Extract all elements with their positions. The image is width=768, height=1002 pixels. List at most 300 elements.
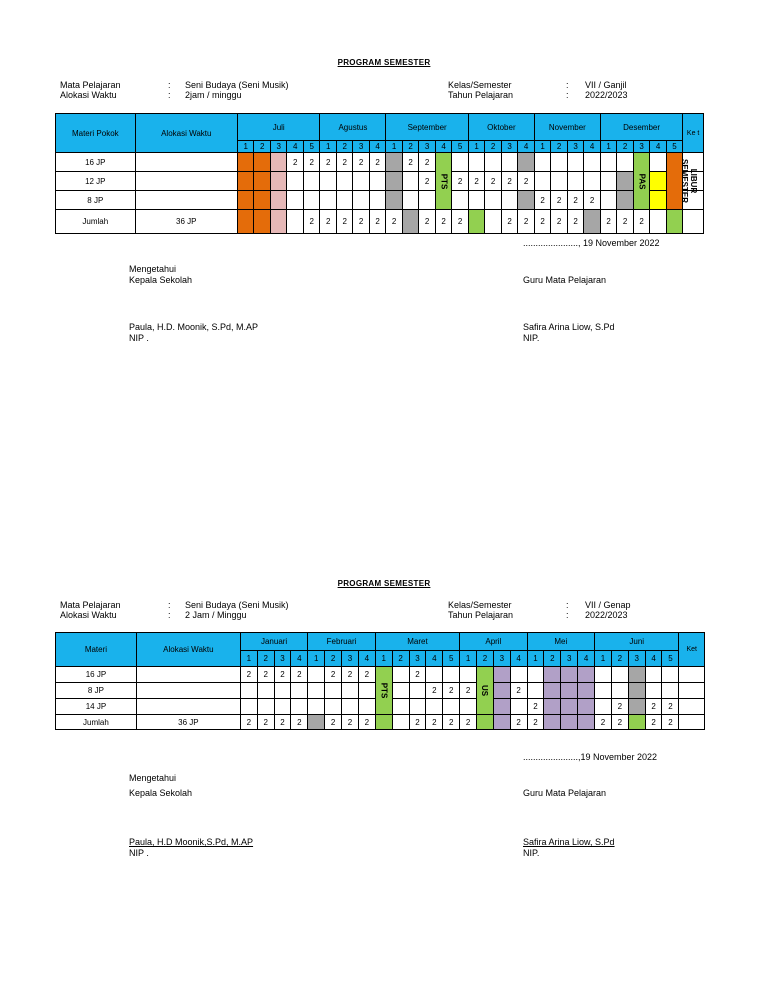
header-month: Desember	[600, 114, 682, 141]
week-cell	[493, 699, 510, 715]
week-cell	[600, 153, 616, 172]
week-cell	[662, 667, 679, 683]
sum-cell	[308, 715, 325, 730]
week-cell	[578, 667, 595, 683]
week-cell	[510, 699, 527, 715]
doc1-title: PROGRAM SEMESTER	[337, 58, 431, 67]
doc2-guru-name: Safira Arina Liow, S.Pd	[523, 837, 615, 847]
header-alokasi-waktu: Alokasi Waktu	[136, 633, 240, 667]
header-week: 3	[567, 141, 583, 153]
doc1-guru-name: Safira Arina Liow, S.Pd	[523, 322, 615, 332]
week-cell	[584, 153, 601, 172]
sum-cell: 2	[534, 210, 550, 234]
header-materi: Materi Pokok	[56, 114, 136, 153]
row-alokasi	[135, 191, 237, 210]
header-month: Agustus	[320, 114, 386, 141]
week-cell	[386, 153, 402, 172]
event-label: PTS	[439, 173, 449, 189]
header-week: 5	[443, 651, 460, 667]
row-alokasi	[135, 153, 237, 172]
week-cell	[578, 683, 595, 699]
header-week: 5	[303, 141, 320, 153]
week-cell	[274, 699, 291, 715]
week-cell	[254, 191, 270, 210]
row-ket	[679, 699, 705, 715]
week-cell	[342, 683, 359, 699]
header-week: 1	[375, 651, 392, 667]
doc1-guru-label: Guru Mata Pelajaran	[523, 275, 607, 285]
header-week: 2	[392, 651, 409, 667]
doc2-alokasi-label: Alokasi Waktu	[60, 610, 117, 620]
sum-jp: 36 JP	[135, 210, 237, 234]
week-cell: 2	[443, 683, 460, 699]
week-cell	[409, 683, 426, 699]
doc1-kepala-sekolah: Kepala Sekolah	[129, 275, 193, 285]
doc2-mengetahui: Mengetahui	[129, 773, 177, 783]
week-cell: 2	[291, 667, 308, 683]
sum-cell: 2	[633, 210, 649, 234]
week-cell	[291, 699, 308, 715]
sum-cell: 2	[325, 715, 342, 730]
doc2-guru-nip: NIP.	[523, 848, 540, 858]
sum-cell	[468, 210, 484, 234]
doc1-mapel-label: Mata Pelajaran	[60, 80, 121, 90]
row-alokasi	[135, 172, 237, 191]
week-cell	[662, 683, 679, 699]
week-cell	[527, 667, 544, 683]
sum-cell	[666, 210, 683, 234]
week-cell	[308, 699, 325, 715]
sum-cell: 2	[426, 715, 443, 730]
row-alokasi	[136, 699, 240, 715]
header-week: 5	[666, 141, 683, 153]
header-month: Januari	[240, 633, 307, 651]
header-week: 4	[426, 651, 443, 667]
week-cell	[534, 172, 550, 191]
week-cell	[645, 683, 662, 699]
week-cell	[308, 667, 325, 683]
doc2-mapel-label: Mata Pelajaran	[60, 600, 121, 610]
week-cell: 2	[527, 699, 544, 715]
sum-cell: 2	[257, 715, 274, 730]
doc1-mengetahui: Mengetahui	[129, 264, 177, 274]
doc1-sep: :	[566, 90, 569, 100]
header-week: 4	[584, 141, 601, 153]
header-week: 3	[274, 651, 291, 667]
sum-cell: 2	[595, 715, 612, 730]
sum-cell	[544, 715, 561, 730]
week-cell	[386, 191, 402, 210]
sum-cell	[485, 210, 501, 234]
row-materi-label: 8 JP	[56, 683, 137, 699]
week-cell	[443, 699, 460, 715]
sum-cell: 2	[303, 210, 320, 234]
header-week: 2	[617, 141, 633, 153]
sum-cell	[477, 715, 494, 730]
week-cell	[527, 683, 544, 699]
week-cell: 2	[419, 172, 435, 191]
week-cell: 2	[303, 153, 320, 172]
week-cell	[237, 191, 253, 210]
sum-cell: 2	[291, 715, 308, 730]
sum-cell: 2	[617, 210, 633, 234]
week-cell: 2	[274, 667, 291, 683]
week-cell: 2	[551, 191, 567, 210]
event-label: PAS	[637, 173, 647, 189]
week-cell	[561, 683, 578, 699]
week-cell	[493, 683, 510, 699]
doc1-guru-nip: NIP.	[523, 333, 540, 343]
sum-ket	[683, 210, 704, 234]
doc1-alokasi-value: 2jam / minggu	[185, 90, 242, 100]
week-cell	[336, 172, 352, 191]
header-ket: Ket	[679, 633, 705, 667]
week-cell: 2	[485, 172, 501, 191]
week-cell	[336, 191, 352, 210]
header-week: 2	[325, 651, 342, 667]
week-cell	[544, 699, 561, 715]
header-week: 4	[435, 141, 451, 153]
week-cell	[237, 172, 253, 191]
sum-cell: 2	[600, 210, 616, 234]
week-cell	[426, 699, 443, 715]
doc2-kepsek-name: Paula, H.D Moonik,S.Pd, M.AP	[129, 837, 254, 847]
header-week: 3	[270, 141, 286, 153]
header-week: 4	[578, 651, 595, 667]
week-cell	[358, 699, 375, 715]
sum-cell: 2	[353, 210, 369, 234]
sum-jp: 36 JP	[136, 715, 240, 730]
week-cell	[551, 172, 567, 191]
week-cell	[645, 667, 662, 683]
week-cell	[534, 153, 550, 172]
week-cell	[369, 172, 386, 191]
header-week: 4	[291, 651, 308, 667]
header-week: 4	[645, 651, 662, 667]
sum-cell: 2	[435, 210, 451, 234]
sum-cell: 2	[419, 210, 435, 234]
week-cell	[468, 191, 484, 210]
week-cell	[274, 683, 291, 699]
week-cell	[342, 699, 359, 715]
week-cell	[584, 172, 601, 191]
row-materi-label: 16 JP	[56, 667, 137, 683]
week-cell	[392, 683, 409, 699]
header-week: 4	[369, 141, 386, 153]
doc2-alokasi-value: 2 Jam / Minggu	[185, 610, 247, 620]
week-cell	[600, 172, 616, 191]
week-cell	[628, 683, 645, 699]
week-cell: 2	[358, 667, 375, 683]
event-cell	[633, 153, 649, 210]
week-cell: 2	[534, 191, 550, 210]
sum-cell	[254, 210, 270, 234]
sum-cell: 2	[567, 210, 583, 234]
sum-ket	[679, 715, 705, 730]
doc2-tahun-label: Tahun Pelajaran	[448, 610, 514, 620]
header-week: 1	[468, 141, 484, 153]
week-cell: 2	[240, 667, 257, 683]
week-cell	[551, 153, 567, 172]
week-cell	[392, 699, 409, 715]
week-cell	[611, 683, 628, 699]
header-week: 3	[561, 651, 578, 667]
week-cell	[518, 153, 535, 172]
sum-cell: 2	[645, 715, 662, 730]
event-cell	[375, 667, 392, 715]
week-cell	[452, 153, 469, 172]
week-cell	[650, 172, 666, 191]
week-cell: 2	[452, 172, 469, 191]
week-cell: 2	[336, 153, 352, 172]
sum-cell: 2	[443, 715, 460, 730]
header-week: 3	[493, 651, 510, 667]
sum-cell: 2	[320, 210, 336, 234]
table-row	[56, 191, 704, 210]
week-cell: 2	[325, 667, 342, 683]
week-cell	[240, 683, 257, 699]
week-cell	[650, 191, 666, 210]
header-month: Mei	[527, 633, 594, 651]
week-cell	[287, 172, 303, 191]
week-cell	[611, 667, 628, 683]
header-week: 1	[534, 141, 550, 153]
week-cell	[325, 699, 342, 715]
header-week: 2	[485, 141, 501, 153]
event-cell	[666, 153, 698, 210]
sum-cell	[493, 715, 510, 730]
header-week: 2	[544, 651, 561, 667]
row-materi-label: 14 JP	[56, 699, 137, 715]
sum-cell	[402, 210, 418, 234]
week-cell	[270, 191, 286, 210]
header-week: 4	[510, 651, 527, 667]
event-label: US	[480, 684, 490, 697]
week-cell	[409, 699, 426, 715]
sum-cell	[237, 210, 253, 234]
week-cell: 2	[320, 153, 336, 172]
sum-cell: 2	[662, 715, 679, 730]
week-cell: 2	[409, 667, 426, 683]
header-week: 2	[551, 141, 567, 153]
sum-label: Jumlah	[56, 715, 137, 730]
header-week: 1	[527, 651, 544, 667]
sum-row	[56, 715, 705, 730]
week-cell	[567, 153, 583, 172]
week-cell: 2	[402, 153, 418, 172]
doc1-kelas-label: Kelas/Semester	[448, 80, 512, 90]
week-cell	[617, 172, 633, 191]
week-cell	[650, 153, 666, 172]
sum-cell: 2	[274, 715, 291, 730]
week-cell: 2	[510, 683, 527, 699]
header-week: 1	[308, 651, 325, 667]
header-month: Februari	[308, 633, 375, 651]
doc2-kepsek-nip: NIP .	[129, 848, 149, 858]
header-month: November	[534, 114, 600, 141]
header-week: 5	[452, 141, 469, 153]
event-cell	[477, 667, 494, 715]
header-week: 2	[402, 141, 418, 153]
week-cell: 2	[662, 699, 679, 715]
header-month: Oktober	[468, 114, 534, 141]
event-label: PTS	[379, 682, 389, 699]
header-week: 2	[336, 141, 352, 153]
week-cell	[544, 667, 561, 683]
header-week: 2	[477, 651, 494, 667]
week-cell	[460, 667, 477, 683]
week-cell: 2	[645, 699, 662, 715]
week-cell	[544, 683, 561, 699]
week-cell: 2	[611, 699, 628, 715]
sum-label: Jumlah	[56, 210, 136, 234]
header-month: Maret	[375, 633, 459, 651]
doc1-sep: :	[566, 80, 569, 90]
sum-cell: 2	[501, 210, 517, 234]
row-ket	[679, 667, 705, 683]
event-cell	[435, 153, 451, 210]
week-cell	[493, 667, 510, 683]
doc1-sep: :	[168, 90, 171, 100]
week-cell	[320, 172, 336, 191]
row-alokasi	[136, 667, 240, 683]
doc2-tahun-value: 2022/2023	[585, 610, 628, 620]
doc1-mapel-value: Seni Budaya (Seni Musik)	[185, 80, 289, 90]
sum-cell: 2	[240, 715, 257, 730]
table-row	[56, 153, 704, 172]
sum-cell: 2	[369, 210, 386, 234]
week-cell	[257, 699, 274, 715]
week-cell: 2	[369, 153, 386, 172]
week-cell: 2	[501, 172, 517, 191]
doc2-date: ......................,19 November 2022	[523, 752, 658, 762]
doc2-kelas-value: VII / Genap	[585, 600, 631, 610]
week-cell	[237, 153, 253, 172]
week-cell	[510, 667, 527, 683]
sum-cell: 2	[342, 715, 359, 730]
header-week: 2	[611, 651, 628, 667]
event-label: LIBUR SEMESTER	[679, 158, 698, 204]
doc2-schedule-table	[55, 632, 705, 730]
week-cell	[443, 667, 460, 683]
doc1-schedule-table	[55, 113, 704, 234]
header-week: 3	[342, 651, 359, 667]
week-cell	[419, 191, 435, 210]
week-cell	[595, 699, 612, 715]
doc2-sep: :	[566, 610, 569, 620]
doc1-alokasi-label: Alokasi Waktu	[60, 90, 117, 100]
week-cell	[254, 153, 270, 172]
week-cell	[567, 172, 583, 191]
week-cell	[308, 683, 325, 699]
week-cell: 2	[426, 683, 443, 699]
sum-cell: 2	[358, 715, 375, 730]
doc2-title: PROGRAM SEMESTER	[337, 579, 431, 588]
week-cell	[468, 153, 484, 172]
header-ket: Ke t	[683, 114, 704, 153]
week-cell: 2	[567, 191, 583, 210]
week-cell	[518, 191, 535, 210]
sum-cell: 2	[460, 715, 477, 730]
week-cell: 2	[419, 153, 435, 172]
header-week: 4	[518, 141, 535, 153]
week-cell	[325, 683, 342, 699]
doc2-kepala-sekolah: Kepala Sekolah	[129, 788, 193, 798]
week-cell: 2	[460, 683, 477, 699]
header-week: 4	[358, 651, 375, 667]
week-cell	[254, 172, 270, 191]
header-week: 5	[662, 651, 679, 667]
header-week: 1	[240, 651, 257, 667]
week-cell: 2	[468, 172, 484, 191]
week-cell	[485, 153, 501, 172]
week-cell: 2	[584, 191, 601, 210]
header-week: 3	[501, 141, 517, 153]
doc2-guru-label: Guru Mata Pelajaran	[523, 788, 607, 798]
sum-cell: 2	[452, 210, 469, 234]
week-cell	[561, 699, 578, 715]
doc1-sep: :	[168, 80, 171, 90]
week-cell	[452, 191, 469, 210]
week-cell	[501, 153, 517, 172]
header-week: 4	[287, 141, 303, 153]
sum-cell	[287, 210, 303, 234]
row-alokasi	[136, 683, 240, 699]
doc1-kelas-value: VII / Ganjil	[585, 80, 627, 90]
doc2-sep: :	[168, 610, 171, 620]
sum-cell: 2	[336, 210, 352, 234]
header-month: April	[460, 633, 527, 651]
sum-cell: 2	[518, 210, 535, 234]
week-cell	[240, 699, 257, 715]
week-cell	[353, 172, 369, 191]
header-week: 3	[628, 651, 645, 667]
doc2-mapel-value: Seni Budaya (Seni Musik)	[185, 600, 289, 610]
week-cell	[561, 667, 578, 683]
week-cell	[303, 191, 320, 210]
week-cell	[628, 667, 645, 683]
week-cell	[402, 191, 418, 210]
week-cell	[287, 191, 303, 210]
week-cell	[578, 699, 595, 715]
week-cell	[426, 667, 443, 683]
header-week: 2	[254, 141, 270, 153]
week-cell	[369, 191, 386, 210]
row-materi-label: 8 JP	[56, 191, 136, 210]
header-week: 1	[320, 141, 336, 153]
sum-cell: 2	[551, 210, 567, 234]
week-cell	[628, 699, 645, 715]
sum-cell: 2	[409, 715, 426, 730]
header-month: Juni	[595, 633, 679, 651]
sum-cell	[584, 210, 601, 234]
week-cell	[270, 172, 286, 191]
doc1-kepsek-name: Paula, H.D. Moonik, S.Pd, M.AP	[129, 322, 259, 332]
week-cell	[353, 191, 369, 210]
header-materi: Materi	[56, 633, 137, 667]
sum-cell	[270, 210, 286, 234]
week-cell	[392, 667, 409, 683]
week-cell	[291, 683, 308, 699]
sum-cell: 2	[510, 715, 527, 730]
week-cell	[501, 191, 517, 210]
sum-cell: 2	[611, 715, 628, 730]
header-week: 1	[460, 651, 477, 667]
header-week: 3	[419, 141, 435, 153]
week-cell	[386, 172, 402, 191]
week-cell	[303, 172, 320, 191]
header-week: 1	[600, 141, 616, 153]
